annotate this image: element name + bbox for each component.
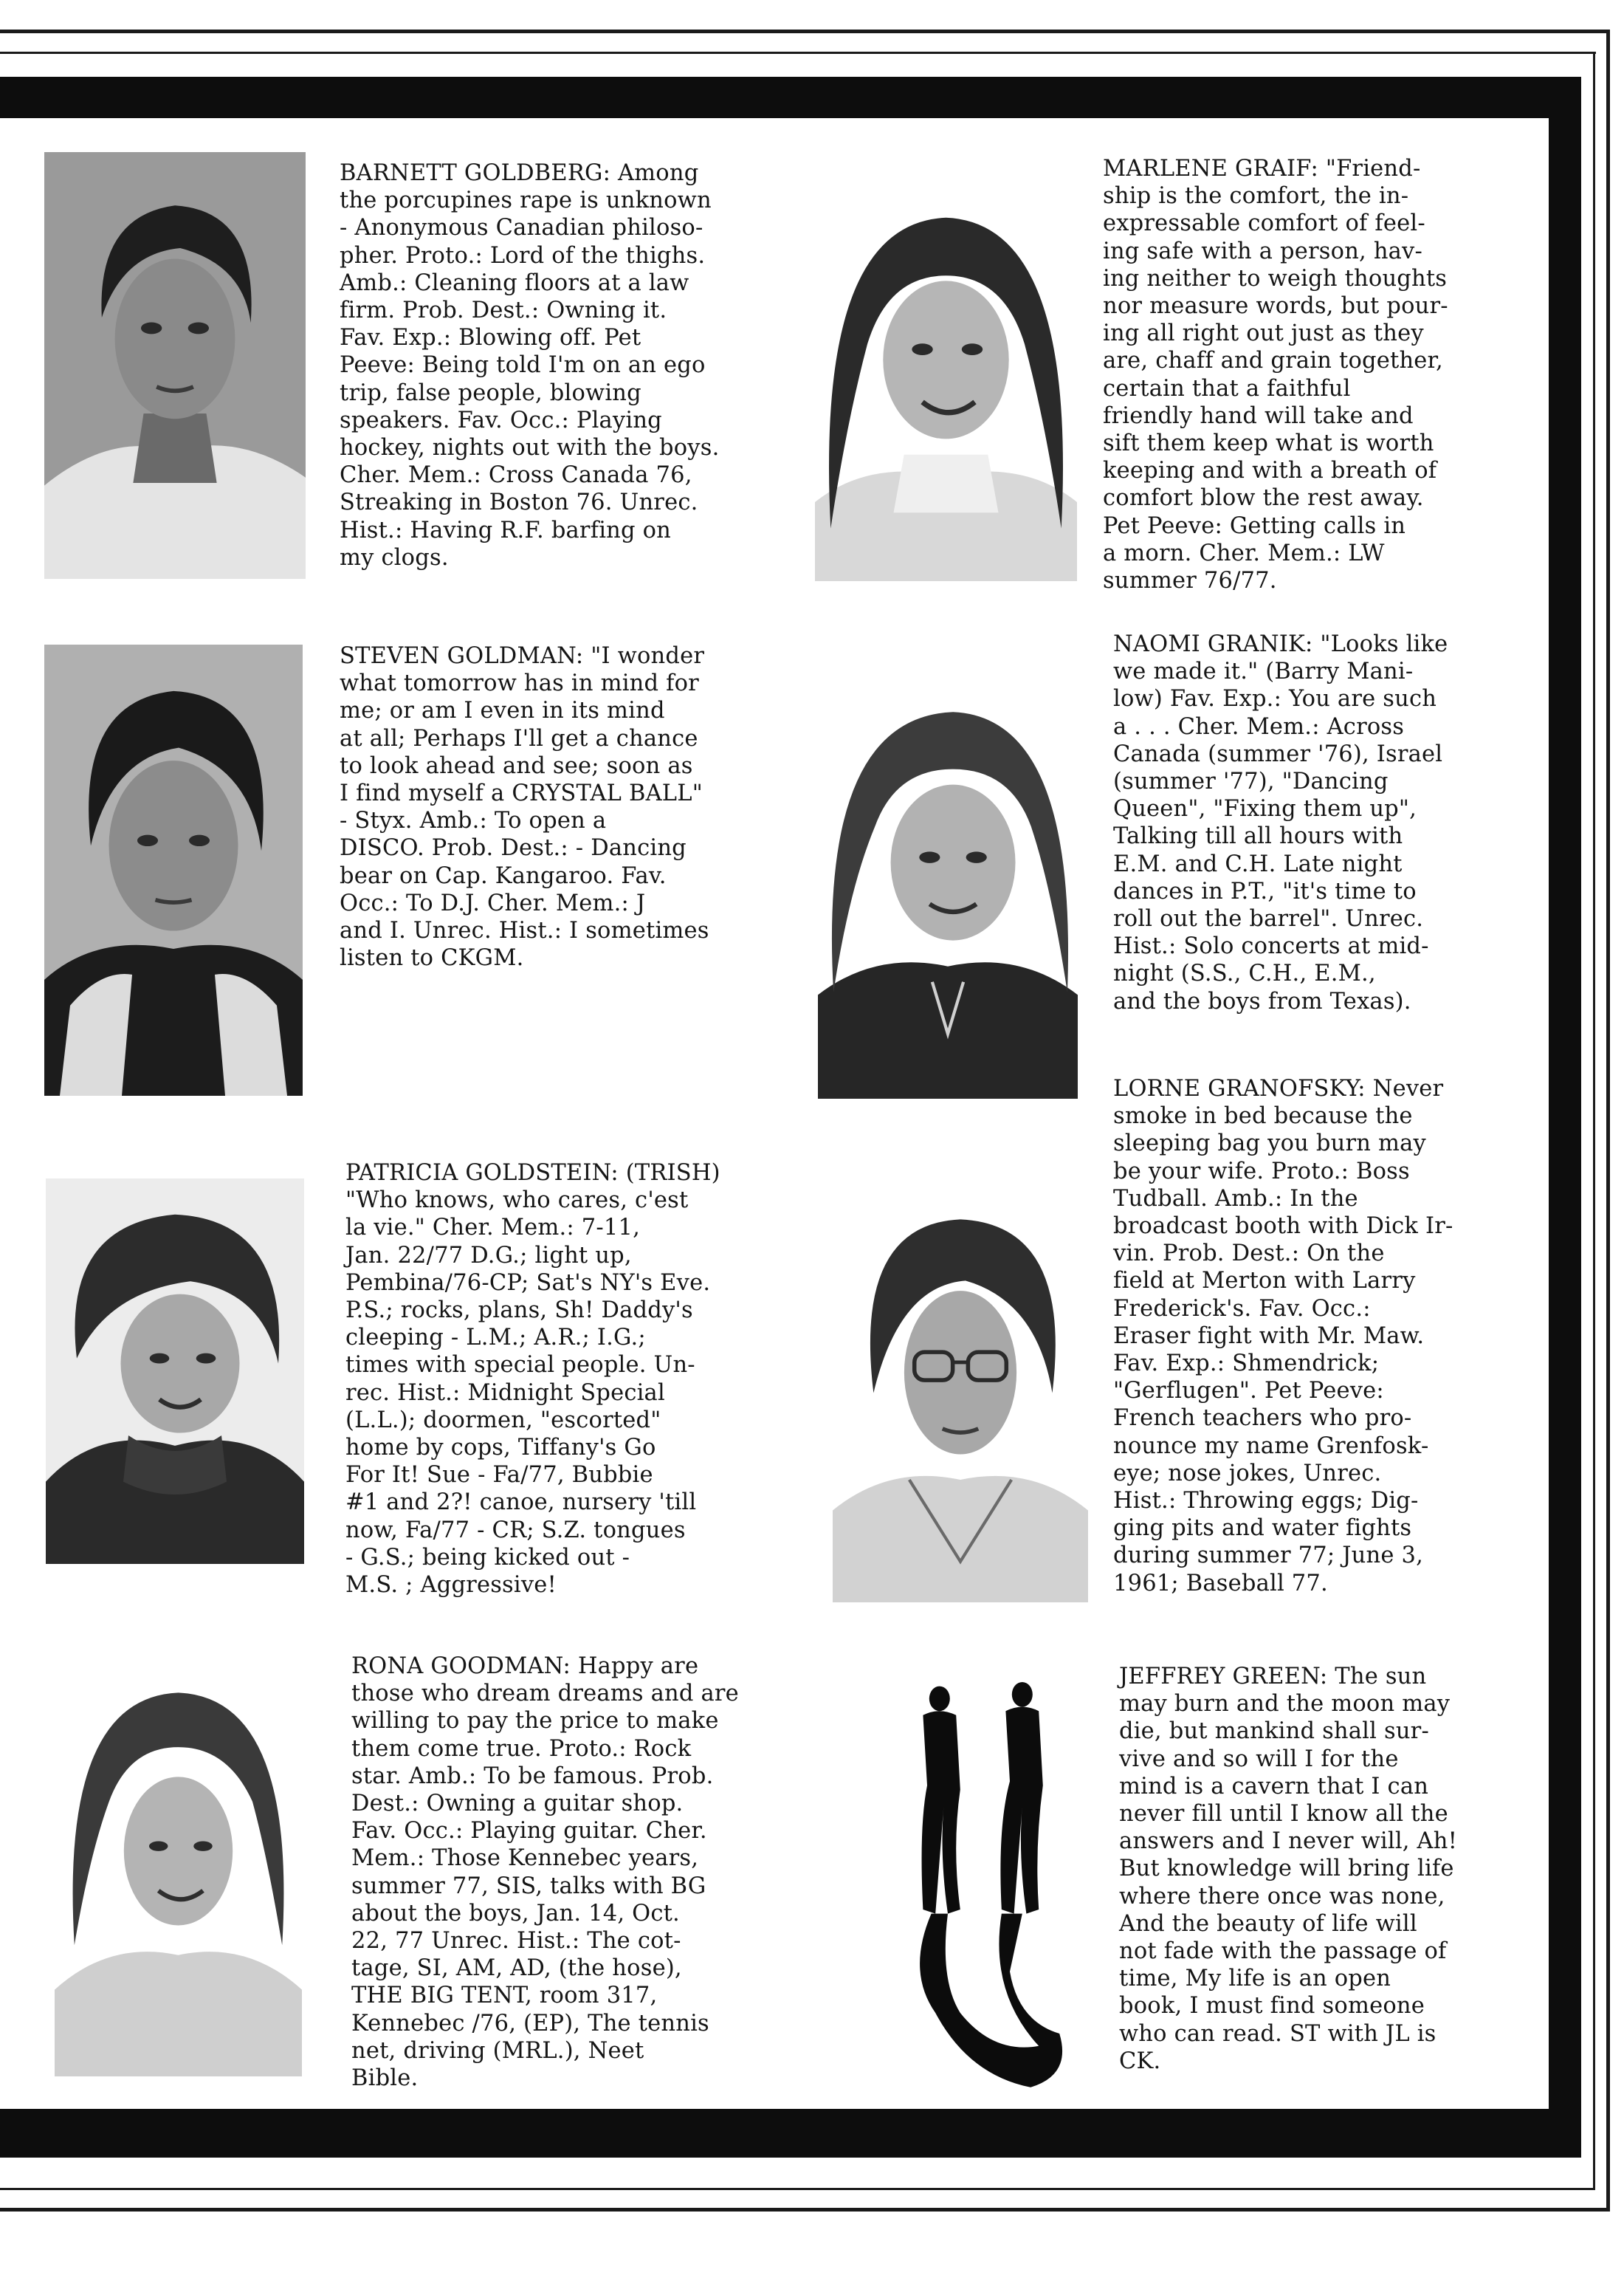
portrait-photo-steven-goldman xyxy=(44,645,303,1096)
outer-frame-bottom-rule xyxy=(0,2208,1610,2212)
inner-frame-top-rule xyxy=(0,52,1596,54)
inner-frame-right-rule xyxy=(1593,52,1595,2190)
content-panel xyxy=(0,118,1549,2109)
entry-lorne-granofsky: LORNE GRANOFSKY: Never smoke in bed because the sleeping bag you burn may be your wife. Proto.: Boss Tudball. Amb.: In the broadcast booth with Dick Ir- vin. Prob. Dest.: On the field at Merton with Larry Frederick's. Fav. Occ.: Eraser fight with Mr. Maw. Fav. Exp.: Shmendrick; "Gerflugen". Pet Peeve: French teachers who pro- nounce my name Grenfosk- eye; nose jokes, Unrec. Hist.: Throwing eggs; Dig- ging pits and water fights during summer 77; June 3, 1961; Baseball 77. xyxy=(1113,1076,1453,1596)
entry-steven-goldman: STEVEN GOLDMAN: "I wonder what tomorrow has in mind for me; or am I even in its mind at all; Perhaps I'll get a chance to look ahead and see; soon as I find myself a CRYSTAL BALL" - Styx. Amb.: To open a DISCO. Prob. Dest.: - Dancing bear on Cap. Kangaroo. Fav. Occ.: To D.J. Cher. Mem.: J and I. Unrec. Hist.: I sometimes listen to CKGM. xyxy=(340,643,709,972)
entry-rona-goodman: RONA GOODMAN: Happy are those who dream dreams and are willing to pay the price to make them come true. Proto.: Rock star. Amb.: To be famous. Prob. Dest.: Owning a guitar shop. Fav. Occ.: Playing guitar. Cher. Mem.: Those Kennebec years, summer 77, SIS, talks with BG about the boys, Jan. 14, Oct. 22, 77 Unrec. Hist.: The cot- tage, SI, AM, AD, (the hose), THE BIG TENT, room 317, Kennebec /76, (EP), The tennis net, driving (MRL.), Neet Bible. xyxy=(351,1653,739,2092)
portrait-photo-marlene-graif xyxy=(815,186,1077,581)
entry-marlene-graif: MARLENE GRAIF: "Friend- ship is the comfort, the in- expressable comfort of feel- ing safe with a person, hav- ing neither to weigh thoughts nor measure words, but pour- ing all right out just as they are, chaff and grain together, certain that a faithful friendly hand will take and sift them keep what is worth keeping and with a breath of comfort blow the rest away. Pet Peeve: Getting calls in a morn. Cher. Mem.: LW summer 76/77. xyxy=(1103,156,1448,594)
outer-frame-right-rule xyxy=(1606,30,1610,2212)
entry-patricia-goldstein: PATRICIA GOLDSTEIN: (TRISH) "Who knows, who cares, c'est la vie." Cher. Mem.: 7-11, Jan. 22/77 D.G.; light up, Pembina/76-CP; Sat's NY's Eve. P.S.; rocks, plans, Sh! Daddy's cleeping - L.M.; A.R.; I.G.; times with special people. Un- rec. Hist.: Midnight Special (L.L.); doormen, "escorted" home by cops, Tiffany's Go For It! Sue - Fa/77, Bubbie #1 and 2?! canoe, nursery 'till now, Fa/77 - CR; S.Z. tongues - G.S.; being kicked out - M.S. ; Aggressive! xyxy=(345,1160,720,1599)
portrait-photo-patricia-goldstein xyxy=(46,1178,304,1564)
entry-barnett-goldberg: BARNETT GOLDBERG: Among the porcupines rape is unknown - Anonymous Canadian philoso- pher. Proto.: Lord of the thighs. Amb.: Cleaning floors at a law firm. Prob. Dest.: Owning it. Fav. Exp.: Blowing off. Pet Peeve: Being told I'm on an ego trip, false people, blowing speakers. Fav. Occ.: Playing hockey, nights out with the boys. Cher. Mem.: Cross Canada 76, Streaking in Boston 76. Unrec. Hist.: Having R.F. barfing on my clogs. xyxy=(340,160,720,571)
entry-jeffrey-green: JEFFREY GREEN: The sun may burn and the moon may die, but mankind shall sur- vive and so will I for the mind is a cavern that I can never fill until I know all the answers and I never will, Ah! But knowledge will bring life where there once was none, And the beauty of life will not fade with the passage of time, My life is an open book, I must find someone who can read. ST with JL is CK. xyxy=(1119,1664,1458,2074)
portrait-photo-barnett-goldberg xyxy=(44,152,306,579)
portrait-photo-lorne-granofsky xyxy=(833,1178,1088,1602)
artwork-silhouette-figures xyxy=(886,1682,1093,2096)
portrait-photo-naomi-granik xyxy=(818,670,1078,1099)
portrait-photo-rona-goodman xyxy=(55,1648,302,2076)
inner-frame-bottom-rule xyxy=(0,2188,1595,2190)
entry-naomi-granik: NAOMI GRANIK: "Looks like we made it." (Barry Mani- low) Fav. Exp.: You are such a . . . Cher. Mem.: Across Canada (summer '76), Israel (summer '77), "Dancing Queen", "Fixing them up", Talking till all hours with E.M. and C.H. Late night dances in P.T., "it's time to roll out the barrel". Unrec. Hist.: Solo concerts at mid- night (S.S., C.H., E.M., and the boys from Texas). xyxy=(1113,631,1448,1015)
outer-frame-top-rule xyxy=(0,30,1609,33)
